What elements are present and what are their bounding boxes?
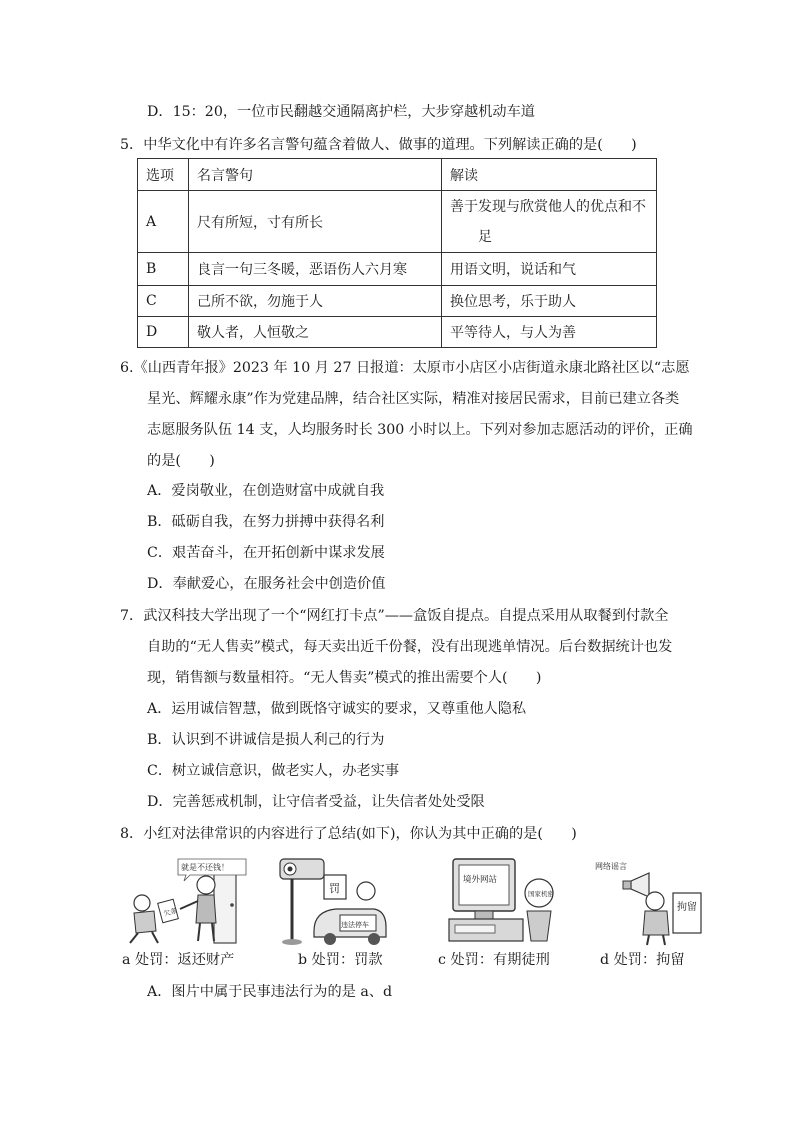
- q5-row-d-option: D: [138, 317, 189, 348]
- q7-stem-line2: 自助的“无人售卖”模式，每天卖出近千份餐，没有出现逃单情况。后台数据统计也发: [147, 639, 673, 655]
- q5-header-option: 选项: [138, 159, 189, 191]
- q7-stem-line1: 7．武汉科技大学出现了一个“网红打卡点”——盒饭自提点。自提点采用从取餐到付款全: [120, 608, 669, 624]
- q5-row-c-option: C: [138, 286, 189, 317]
- q8-picture-a-note: 欠条: [162, 906, 179, 919]
- q8-picture-b-plate: 违法停车: [341, 921, 369, 929]
- q7-option-a: A．运用诚信智慧，做到既恪守诚实的要求，又尊重他人隐私: [147, 701, 527, 717]
- q5-row-a-interp-line2: 足: [478, 228, 492, 245]
- q6-option-d: D．奉献爱心，在服务社会中创造价值: [147, 576, 386, 592]
- q8-picture-a-bubble: 就是不还钱！: [181, 863, 229, 872]
- q8-picture-d-sign: 拘留: [677, 902, 697, 913]
- q5-row-b-interpretation: 用语文明，说话和气: [442, 253, 657, 286]
- q8-picture-d: [593, 855, 703, 947]
- q8-illustrations: [118, 855, 698, 975]
- q7-option-d: D．完善惩戒机制，让守信者受益，让失信者处处受限: [147, 794, 485, 810]
- q8-picture-c-screen: 境外网站: [463, 875, 498, 885]
- q8-caption-d: d 处罚：拘留: [600, 952, 685, 968]
- q8-picture-c-note: 国家机密: [528, 890, 554, 898]
- q8-caption-a: a 处罚：返还财产: [122, 952, 235, 968]
- q5-row-a-interpretation: [442, 191, 657, 253]
- prev-question-option-d: D．15：20，一位市民翻越交通隔离护栏，大步穿越机动车道: [147, 104, 535, 120]
- q5-row-a-interp-line1: 善于发现与欣赏他人的优点和不: [450, 198, 646, 215]
- q5-table-row: [138, 253, 657, 286]
- q8-picture-a: [120, 855, 250, 947]
- q5-row-a-quote: 尺有所短，寸有所长: [189, 191, 442, 253]
- q5-stem: 5．中华文化中有许多名言警句蕴含着做人、做事的道理。下列解读正确的是( ): [120, 137, 637, 153]
- q5-table: [137, 158, 657, 348]
- q7-option-c: C．树立诚信意识，做老实人，办老实事: [147, 763, 400, 779]
- q5-row-b-quote: 良言一句三冬暖，恶语伤人六月寒: [189, 253, 442, 286]
- q6-stem-line2: 星光、辉耀永康”作为党建品牌，结合社区实际，精准对接居民需求，目前已建立各类: [147, 391, 680, 407]
- q6-option-b: B．砥砺自我，在努力拼搏中获得名利: [147, 514, 385, 530]
- q5-row-d-quote: 敬人者，人恒敬之: [189, 317, 442, 348]
- q8-caption-b: b 处罚：罚款: [298, 952, 383, 968]
- q5-row-c-interpretation: 换位思考，乐于助人: [442, 286, 657, 317]
- q6-option-a: A．爱岗敬业，在创造财富中成就自我: [147, 483, 385, 499]
- q5-header-quote: 名言警句: [189, 159, 442, 191]
- q8-picture-c: [443, 855, 563, 947]
- q8-stem: 8．小红对法律常识的内容进行了总结(如下)，你认为其中正确的是( ): [120, 826, 577, 842]
- q8-option-a: A．图片中属于民事违法行为的是 a、d: [147, 984, 393, 1000]
- q8-picture-d-speech: 网络谣言: [595, 862, 627, 871]
- q5-table-row: [138, 191, 657, 253]
- q5-table-row: [138, 317, 657, 348]
- q5-row-c-quote: 己所不欲，勿施于人: [189, 286, 442, 317]
- q6-stem-line1: 6.《山西青年报》2023 年 10 月 27 日报道：太原市小店区小店街道永康北路社区以“志愿: [120, 360, 690, 376]
- q5-row-a-option: A: [138, 191, 189, 253]
- q7-option-b: B．认识到不讲诚信是损人利己的行为: [147, 732, 385, 748]
- q5-row-d-interpretation: 平等待人，与人为善: [442, 317, 657, 348]
- q8-caption-c: c 处罚：有期徒刑: [438, 952, 550, 968]
- q8-picture-b: [274, 855, 394, 947]
- q5-header-interpretation: 解读: [442, 159, 657, 191]
- q5-table-row: [138, 286, 657, 317]
- q5-row-b-option: B: [138, 253, 189, 286]
- q6-stem-line4: 的是( ): [147, 453, 215, 469]
- q6-option-c: C．艰苦奋斗，在开拓创新中谋求发展: [147, 545, 385, 561]
- q7-stem-line3: 现，销售额与数量相符。“无人售卖”模式的推出需要个人( ): [147, 670, 542, 686]
- q8-picture-b-sign: 罚: [329, 882, 340, 895]
- q6-stem-line3: 志愿服务队伍 14 支，人均服务时长 300 小时以上。下列对参加志愿活动的评价，正确: [147, 422, 693, 438]
- q5-table-header-row: [138, 159, 657, 191]
